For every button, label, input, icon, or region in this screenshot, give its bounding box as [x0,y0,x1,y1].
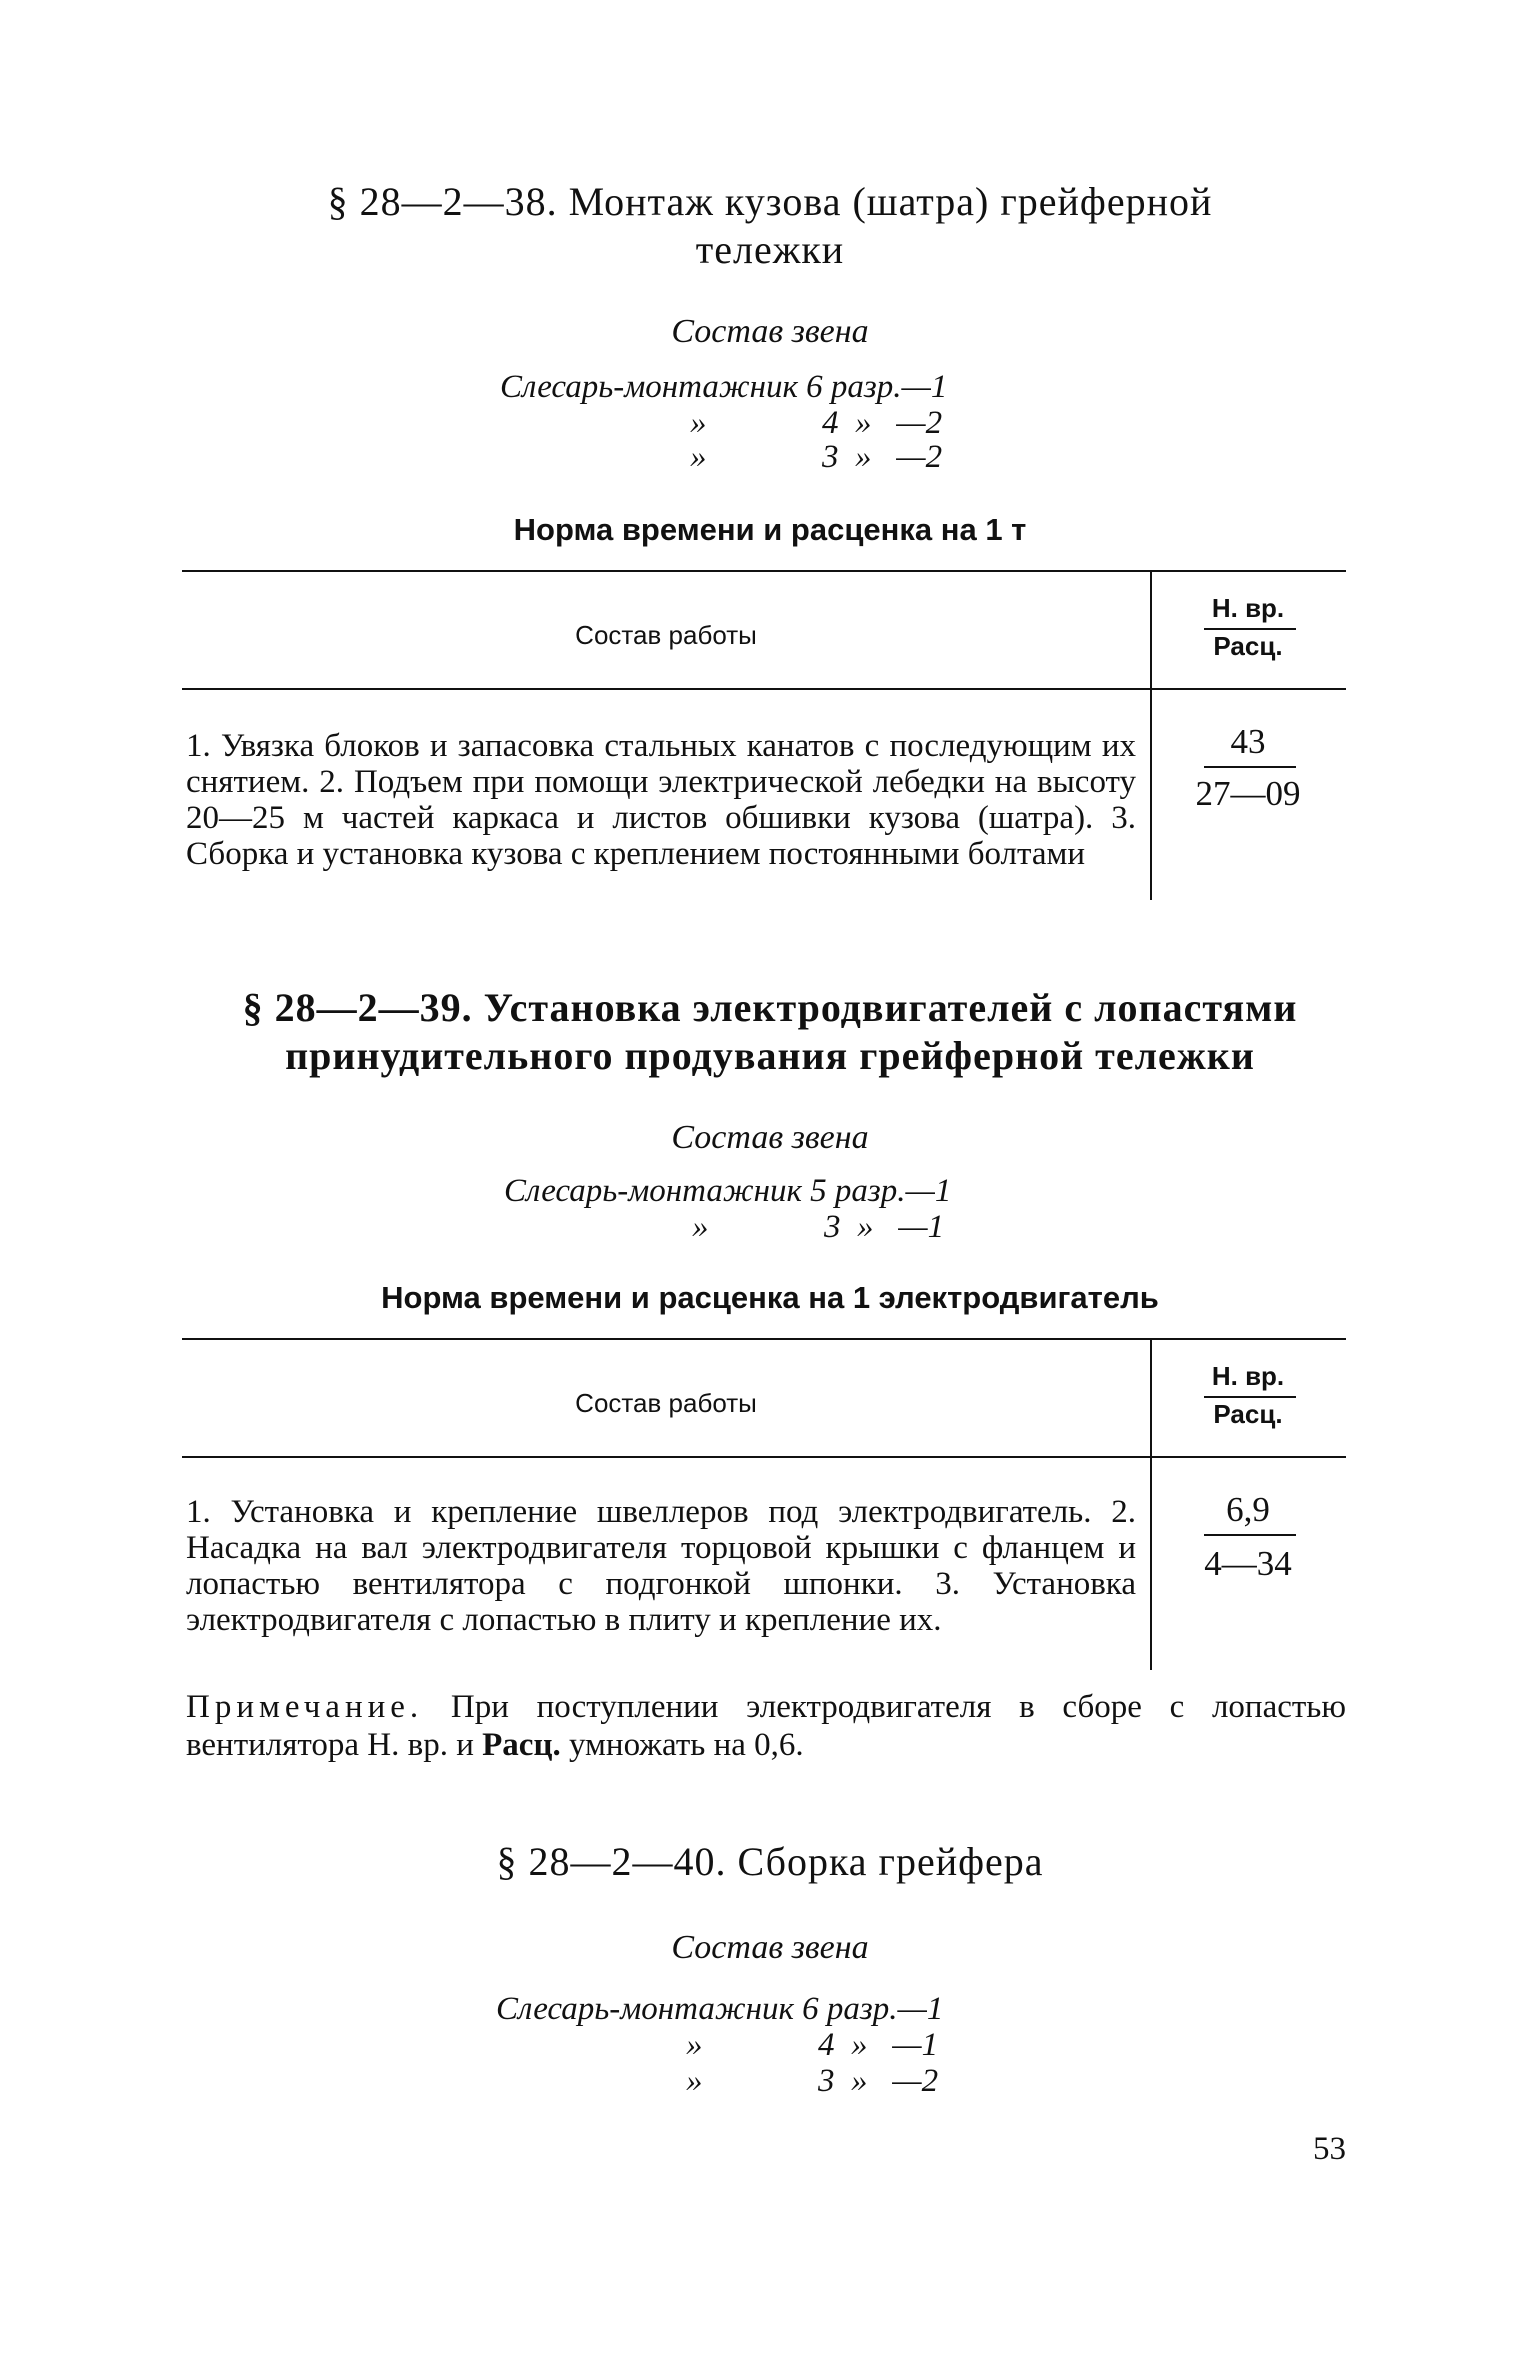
time-norm-value: 6,9 [1226,1490,1270,1529]
section-heading: § 28—2—38. Монтаж кузова (шатра) грейферной [327,179,1213,224]
table-header-rule [182,1456,1346,1458]
note-label: Примечание. [186,1689,424,1725]
column-header-rasc: Расц. [1213,631,1283,661]
column-header-hvr: Н. вр. [1211,1361,1285,1391]
column-header-rasc: Расц. [1213,1399,1283,1429]
note-text: При поступлении электродвигателя в сборе с лопастью вентилятора Н. вр. и [186,1689,1346,1763]
table-top-rule [182,1338,1346,1340]
page-number: 53 [1313,2131,1346,2167]
value-fraction-bar [1204,766,1296,768]
crew-title: Состав звена [671,313,869,350]
work-description: 1. Установка и крепление швеллеров под электродвигатель. 2. Насадка на вал электродвигателя торцовой крышки с фланцем и лопастью вентилятора с подгонкой шпонки. 3. Установка электродвигателя с лопастью в плиту и крепление их. [186,1494,1136,1638]
norm-title: Норма времени и расценка на 1 электродвигатель [381,1280,1159,1315]
rate-value: 4—34 [1204,1544,1292,1583]
column-header-work: Состав работы [575,1388,757,1418]
note [186,1688,1346,1764]
crew-line: Слесарь-монтажник 6 разр.—1 [500,369,948,405]
time-norm-value: 43 [1230,722,1266,761]
section-heading-cont: принудительного продувания грейферной тележки [285,1033,1255,1078]
section-heading: § 28—2—39. Установка электродвигателей с лопастями [242,985,1298,1030]
crew-line: » 4 » —1 [686,2027,939,2063]
crew-line: » 3 » —1 [692,1209,945,1245]
column-header-hvr: Н. вр. [1211,593,1285,623]
section-heading-cont: тележки [695,227,845,272]
crew-title: Состав звена [671,1119,869,1156]
note-text-end: умножать на 0,6. [560,1727,804,1763]
crew-line: » 3 » —2 [686,2063,939,2099]
crew-line: » 4 » —2 [690,405,943,441]
section-heading: § 28—2—40. Сборка грейфера [496,1839,1044,1884]
crew-line: Слесарь-монтажник 5 разр.—1 [504,1173,952,1209]
crew-line: » 3 » —2 [690,439,943,475]
note-bold-term: Расц. [482,1727,561,1763]
table-header-rule [182,688,1346,690]
rate-value: 27—09 [1195,774,1301,813]
crew-title: Состав звена [671,1929,869,1966]
value-fraction-bar [1204,1534,1296,1536]
crew-line: Слесарь-монтажник 6 разр.—1 [496,1991,944,2027]
column-header-work: Состав работы [575,620,757,650]
table-top-rule [182,570,1346,572]
work-description: 1. Увязка блоков и запасовка стальных канатов с последующим их снятием. 2. Подъем при помощи электрической лебедки на высоту 20—25 м частей каркаса и листов обшивки кузова (шатра). 3. Сборка и установка кузова с креплением постоянными болтами [186,728,1136,872]
norm-title: Норма времени и расценка на 1 т [513,512,1027,547]
